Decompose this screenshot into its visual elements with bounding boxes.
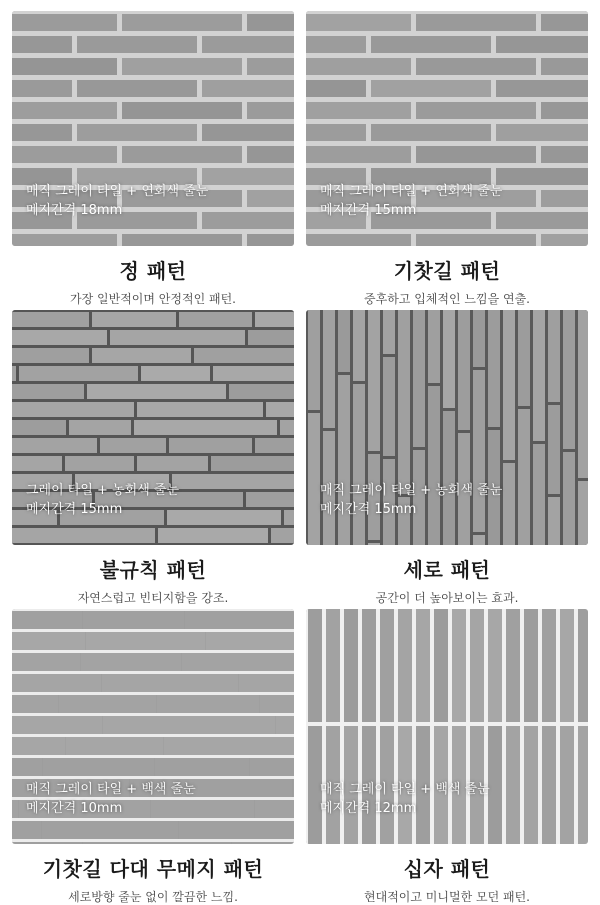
tile-piece bbox=[248, 330, 294, 345]
tile-piece bbox=[202, 168, 294, 185]
tile-piece bbox=[12, 102, 117, 119]
tile-piece bbox=[306, 146, 411, 163]
pattern-caption bbox=[26, 481, 179, 519]
tile-piece bbox=[306, 36, 366, 53]
tile-piece bbox=[306, 234, 411, 246]
tile-piece bbox=[383, 310, 395, 354]
caption-line-1: 매직 그레이 타일 + 연회색 줄눈 bbox=[320, 184, 503, 199]
tile-piece bbox=[518, 310, 530, 406]
tile-piece bbox=[194, 348, 294, 363]
tile-piece bbox=[533, 310, 545, 441]
tile-piece bbox=[58, 695, 59, 713]
tile-piece bbox=[122, 146, 242, 163]
caption-line-1: 매직 그레이 타일 + 농회색 줄눈 bbox=[320, 483, 503, 498]
pattern-card-3 bbox=[12, 310, 294, 606]
pattern-title: 기찻길 패턴 bbox=[393, 259, 501, 283]
tile-piece bbox=[172, 474, 294, 489]
tile-pattern-image bbox=[12, 11, 294, 246]
tile-piece bbox=[77, 124, 197, 141]
tile-piece bbox=[12, 312, 89, 327]
tile-piece bbox=[344, 609, 358, 722]
tile-piece bbox=[211, 456, 294, 471]
tile-pattern-image bbox=[12, 609, 294, 844]
tile-piece bbox=[141, 366, 210, 381]
tile-piece bbox=[12, 330, 107, 345]
caption-line-2: 메지간격 18mm bbox=[26, 203, 123, 218]
tile-piece bbox=[167, 510, 281, 525]
tile-piece bbox=[122, 58, 242, 75]
tile-piece bbox=[578, 310, 588, 478]
tile-piece bbox=[458, 310, 470, 430]
tile-piece bbox=[488, 609, 502, 722]
tile-piece bbox=[452, 609, 466, 722]
tile-piece bbox=[496, 124, 588, 141]
tile-piece bbox=[18, 800, 19, 818]
tile-piece bbox=[578, 609, 588, 722]
tile-piece bbox=[229, 384, 294, 399]
tile-piece bbox=[533, 444, 545, 545]
pattern-description: 자연스럽고 빈티지함을 강조. bbox=[77, 591, 229, 605]
pattern-card-4 bbox=[306, 310, 588, 606]
tile-piece bbox=[12, 438, 97, 453]
tile-piece bbox=[541, 14, 588, 31]
tile-piece bbox=[184, 611, 185, 629]
tile-piece bbox=[80, 653, 81, 671]
tile-piece bbox=[280, 420, 294, 435]
tile-pattern-image bbox=[306, 609, 588, 844]
tile-piece bbox=[202, 124, 294, 141]
tile-piece bbox=[254, 800, 255, 818]
tile-piece bbox=[306, 14, 411, 31]
tile-piece bbox=[271, 528, 294, 543]
tile-piece bbox=[101, 674, 102, 692]
tile-piece bbox=[12, 528, 155, 543]
tile-piece bbox=[12, 402, 134, 417]
tile-piece bbox=[137, 402, 263, 417]
tile-piece bbox=[398, 609, 412, 722]
tile-pattern-image bbox=[12, 310, 294, 545]
tile-piece bbox=[416, 58, 536, 75]
tile-piece bbox=[326, 609, 340, 722]
pattern-title: 정 패턴 bbox=[119, 259, 187, 283]
tile-piece bbox=[110, 330, 245, 345]
tile-piece bbox=[156, 695, 157, 713]
tile-piece bbox=[92, 312, 176, 327]
tile-piece bbox=[542, 726, 556, 844]
tile-piece bbox=[428, 310, 440, 383]
tile-piece bbox=[371, 124, 491, 141]
tile-piece bbox=[12, 234, 117, 246]
tile-piece bbox=[12, 653, 294, 671]
caption-line-2: 메지간격 15mm bbox=[26, 502, 123, 517]
tile-piece bbox=[416, 146, 536, 163]
tile-piece bbox=[338, 375, 350, 545]
tile-piece bbox=[443, 411, 455, 545]
tile-piece bbox=[12, 632, 294, 650]
tile-piece bbox=[308, 310, 320, 410]
tile-piece bbox=[578, 481, 588, 545]
tile-piece bbox=[12, 366, 16, 381]
tile-piece bbox=[85, 632, 86, 650]
tile-piece bbox=[154, 758, 155, 776]
caption-line-1: 매직 그레이 타일 + 연회색 줄눈 bbox=[26, 184, 209, 199]
tile-piece bbox=[541, 190, 588, 207]
pattern-caption bbox=[26, 182, 208, 220]
tile-piece bbox=[371, 36, 491, 53]
tile-piece bbox=[238, 674, 239, 692]
tile-piece bbox=[205, 632, 206, 650]
caption-line-2: 메지간격 12mm bbox=[320, 801, 417, 816]
tile-piece bbox=[416, 609, 430, 722]
tile-piece bbox=[560, 609, 574, 722]
tile-piece bbox=[12, 36, 72, 53]
tile-piece bbox=[19, 366, 138, 381]
tile-piece bbox=[122, 14, 242, 31]
tile-piece bbox=[470, 609, 484, 722]
tile-piece bbox=[77, 80, 197, 97]
tile-pattern-image bbox=[306, 310, 588, 545]
tile-piece bbox=[496, 212, 588, 229]
tile-piece bbox=[259, 695, 260, 713]
tile-piece bbox=[247, 234, 294, 246]
tile-piece bbox=[12, 611, 294, 629]
caption-line-2: 메지간격 15mm bbox=[320, 203, 417, 218]
tile-piece bbox=[383, 357, 395, 456]
tile-piece bbox=[12, 674, 294, 692]
tile-piece bbox=[308, 413, 320, 545]
tile-piece bbox=[12, 695, 294, 713]
tile-piece bbox=[443, 310, 455, 408]
tile-piece bbox=[371, 80, 491, 97]
tile-piece bbox=[503, 463, 515, 545]
tile-piece bbox=[292, 779, 293, 797]
tile-piece bbox=[541, 146, 588, 163]
tile-piece bbox=[247, 14, 294, 31]
tile-piece bbox=[560, 726, 574, 844]
tile-piece bbox=[306, 58, 411, 75]
tile-piece bbox=[12, 758, 294, 776]
pattern-caption bbox=[26, 780, 196, 818]
tile-piece bbox=[506, 609, 520, 722]
tile-piece bbox=[416, 102, 536, 119]
pattern-caption bbox=[320, 481, 502, 519]
tile-piece bbox=[202, 80, 294, 97]
tile-piece bbox=[12, 146, 117, 163]
tile-piece bbox=[213, 366, 294, 381]
caption-line-1: 그레이 타일 + 농회색 줄눈 bbox=[26, 483, 180, 498]
tile-piece bbox=[368, 310, 380, 451]
tile-piece bbox=[179, 312, 252, 327]
tile-piece bbox=[87, 384, 226, 399]
pattern-description: 가장 일반적이며 안정적인 패턴. bbox=[70, 292, 236, 306]
pattern-title: 세로 패턴 bbox=[403, 558, 491, 582]
tile-piece bbox=[77, 36, 197, 53]
tile-piece bbox=[416, 234, 536, 246]
tile-piece bbox=[541, 234, 588, 246]
tile-piece bbox=[12, 716, 294, 734]
tile-piece bbox=[563, 310, 575, 449]
tile-piece bbox=[122, 234, 242, 246]
tile-piece bbox=[65, 737, 66, 755]
tile-piece bbox=[353, 384, 365, 545]
tile-piece bbox=[12, 384, 84, 399]
tile-piece bbox=[428, 386, 440, 545]
tile-piece bbox=[12, 456, 62, 471]
tile-piece bbox=[306, 80, 366, 97]
tile-piece bbox=[12, 821, 294, 839]
tile-piece bbox=[181, 653, 182, 671]
tile-piece bbox=[380, 609, 394, 722]
tile-piece bbox=[496, 168, 588, 185]
tile-piece bbox=[496, 80, 588, 97]
tile-piece bbox=[249, 758, 250, 776]
tile-piece bbox=[247, 190, 294, 207]
tile-piece bbox=[323, 310, 335, 428]
tile-piece bbox=[231, 842, 232, 844]
pattern-description: 세로방향 줄눈 없이 깔끔한 느낌. bbox=[68, 890, 238, 904]
tile-piece bbox=[496, 36, 588, 53]
pattern-card-2 bbox=[306, 11, 588, 307]
tile-piece bbox=[488, 310, 500, 427]
tile-piece bbox=[255, 312, 294, 327]
tile-piece bbox=[178, 821, 179, 839]
tile-piece bbox=[524, 726, 538, 844]
caption-line-1: 매직 그레이 타일 + 백색 줄눈 bbox=[26, 782, 196, 797]
tile-piece bbox=[306, 124, 366, 141]
tile-piece bbox=[12, 124, 72, 141]
tile-piece bbox=[163, 737, 164, 755]
tile-piece bbox=[247, 102, 294, 119]
tile-piece bbox=[488, 726, 502, 844]
tile-piece bbox=[12, 80, 72, 97]
caption-line-2: 메지간격 10mm bbox=[26, 801, 123, 816]
tile-piece bbox=[12, 58, 117, 75]
tile-piece bbox=[100, 438, 166, 453]
tile-piece bbox=[82, 611, 83, 629]
tile-piece bbox=[247, 58, 294, 75]
tile-piece bbox=[12, 737, 294, 755]
pattern-title: 기찻길 다대 무메지 패턴 bbox=[42, 857, 264, 881]
tile-piece bbox=[246, 492, 294, 507]
tile-piece bbox=[548, 405, 560, 494]
pattern-card-5 bbox=[12, 609, 294, 905]
tile-piece bbox=[503, 310, 515, 460]
tile-piece bbox=[413, 310, 425, 447]
tile-piece bbox=[275, 716, 276, 734]
tile-piece bbox=[12, 842, 294, 844]
tile-piece bbox=[92, 348, 191, 363]
tile-piece bbox=[518, 409, 530, 545]
tile-piece bbox=[12, 420, 66, 435]
tile-pattern-image bbox=[306, 11, 588, 246]
tile-piece bbox=[42, 758, 43, 776]
pattern-description: 중후하고 입체적인 느낌을 연출. bbox=[364, 292, 530, 306]
tile-piece bbox=[416, 14, 536, 31]
tile-piece bbox=[102, 716, 103, 734]
tile-piece bbox=[202, 212, 294, 229]
tile-piece bbox=[12, 14, 117, 31]
tile-piece bbox=[255, 438, 294, 453]
tile-piece bbox=[266, 402, 294, 417]
tile-piece bbox=[548, 497, 560, 545]
tile-piece bbox=[368, 543, 380, 545]
tile-piece bbox=[247, 146, 294, 163]
pattern-card-6 bbox=[306, 609, 588, 905]
tile-piece bbox=[41, 821, 42, 839]
tile-piece bbox=[122, 102, 242, 119]
tile-piece bbox=[548, 310, 560, 402]
tile-piece bbox=[353, 310, 365, 381]
tile-piece bbox=[169, 438, 252, 453]
tile-piece bbox=[398, 310, 410, 494]
tile-piece bbox=[563, 452, 575, 545]
tile-piece bbox=[12, 348, 89, 363]
tile-piece bbox=[434, 609, 448, 722]
pattern-card-1 bbox=[12, 11, 294, 307]
tile-piece bbox=[308, 609, 322, 722]
pattern-description: 현대적이고 미니멀한 모던 패턴. bbox=[364, 890, 530, 904]
tile-piece bbox=[284, 510, 294, 525]
tile-piece bbox=[541, 102, 588, 119]
tile-piece bbox=[524, 609, 538, 722]
tile-piece bbox=[306, 102, 411, 119]
tile-piece bbox=[137, 456, 208, 471]
caption-line-1: 매직 그레이 타일 + 백색 줄눈 bbox=[320, 782, 490, 797]
pattern-title: 불규칙 패턴 bbox=[99, 558, 207, 582]
tile-piece bbox=[578, 726, 588, 844]
tile-piece bbox=[473, 535, 485, 545]
caption-line-2: 메지간격 15mm bbox=[320, 502, 417, 517]
tile-piece bbox=[542, 609, 556, 722]
pattern-title: 십자 패턴 bbox=[403, 857, 491, 881]
tile-piece bbox=[473, 310, 485, 367]
tile-piece bbox=[338, 310, 350, 372]
pattern-description: 공간이 더 높아보이는 효과. bbox=[375, 591, 519, 605]
pattern-caption bbox=[320, 780, 490, 818]
tile-piece bbox=[65, 456, 134, 471]
tile-piece bbox=[82, 842, 83, 844]
tile-piece bbox=[202, 36, 294, 53]
tile-piece bbox=[362, 609, 376, 722]
tile-piece bbox=[134, 420, 277, 435]
tile-piece bbox=[506, 726, 520, 844]
tile-piece bbox=[541, 58, 588, 75]
pattern-caption bbox=[320, 182, 502, 220]
tile-piece bbox=[69, 420, 131, 435]
tile-piece bbox=[158, 528, 268, 543]
